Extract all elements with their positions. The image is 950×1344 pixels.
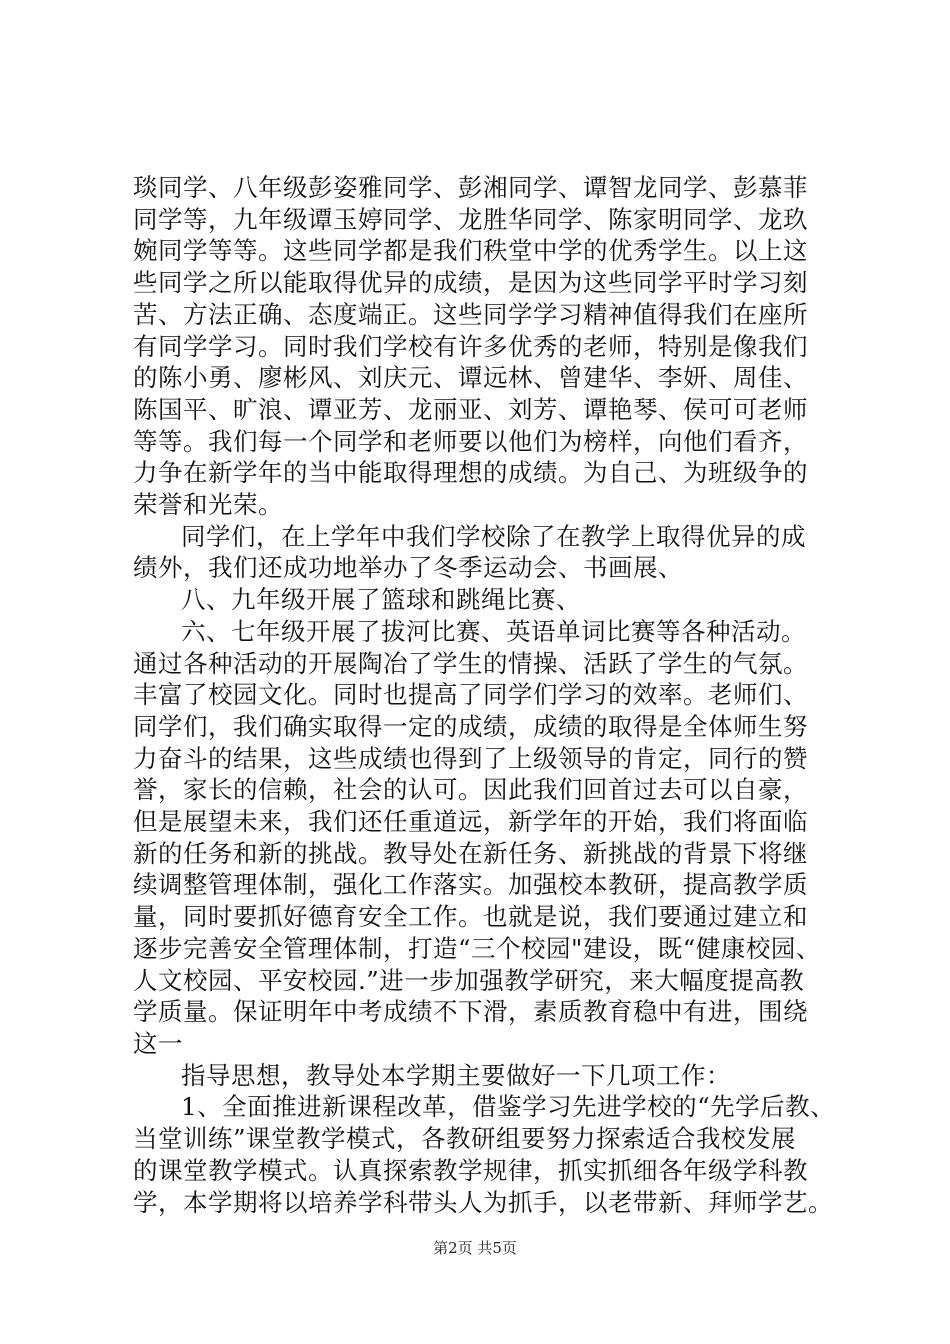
text-line: 学质量。保证明年中考成绩不下滑，素质教育稳中有进，围绕: [133, 997, 808, 1027]
text-line: 陈国平、旷浪、谭亚芳、龙丽亚、刘芳、谭艳琴、侯可可老师: [133, 394, 808, 424]
paragraph-start-line: 六、七年级开展了拔河比赛、英语单词比赛等各种活动。: [181, 616, 806, 646]
text-line: 这一: [133, 1028, 183, 1058]
text-line: 苦、方法正确、态度端正。这些同学学习精神值得我们在座所: [133, 299, 808, 329]
paragraph-start-line: 同学们，在上学年中我们学校除了在教学上取得优异的成: [181, 521, 806, 551]
paragraph-start-line: 1、全面推进新课程改革，借鉴学习先进学校的“先学后教、: [181, 1092, 836, 1122]
text-line: 同学等，九年级谭玉婷同学、龙胜华同学、陈家明同学、龙玖: [133, 204, 808, 234]
text-line: 人文校园、平安校园.”进一步加强教学研究，来大幅度提高教: [133, 965, 805, 995]
paragraph-start-line: 指导思想，教导处本学期主要做好一下几项工作：: [181, 1060, 731, 1090]
text-line: 婉同学等等。这些同学都是我们秩堂中学的优秀学生。以上这: [133, 236, 808, 266]
text-line: 量，同时要抓好德育安全工作。也就是说，我们要通过建立和: [133, 902, 808, 932]
text-line: 力奋斗的结果，这些成绩也得到了上级领导的肯定，同行的赞: [133, 743, 808, 773]
text-line: 琰同学、八年级彭姿雅同学、彭湘同学、谭智龙同学、彭慕菲: [133, 173, 808, 202]
text-line: 同学们，我们确实取得一定的成绩，成绩的取得是全体师生努: [133, 711, 808, 741]
text-line: 些同学之所以能取得优异的成绩，是因为这些同学平时学习刻: [133, 268, 808, 298]
text-line: 誉，家长的信赖，社会的认可。因此我们回首过去可以自豪，: [133, 775, 808, 805]
text-line: 力争在新学年的当中能取得理想的成绩。为自己、为班级争的: [133, 458, 808, 488]
paragraph-start-line: 八、九年级开展了篮球和跳绳比赛、: [181, 585, 581, 615]
document-body: [133, 172, 836, 1218]
text-line: 学，本学期将以培养学科带头人为抓手，以老带新、拜师学艺。: [133, 1187, 833, 1217]
text-line: 逐步完善安全管理体制，打造“三个校园"建设，既“健康校园、: [133, 933, 821, 963]
text-line: 当堂训练”课堂教学模式，各教研组要努力探索适合我校发展: [133, 1124, 797, 1154]
text-line: 荣誉和光荣。: [133, 490, 283, 520]
text-line: 等等。我们每一个同学和老师要以他们为榜样，向他们看齐，: [133, 426, 808, 456]
text-line: 新的任务和新的挑战。教导处在新任务、新挑战的背景下将继: [133, 838, 808, 868]
text-line: 有同学学习。同时我们学校有许多优秀的老师，特别是像我们: [133, 331, 808, 361]
text-line: 绩外，我们还成功地举办了冬季运动会、书画展、: [133, 553, 683, 583]
page-footer: 第2页 共5页: [433, 1239, 517, 1257]
text-line: 丰富了校园文化。同时也提高了同学们学习的效率。老师们、: [133, 680, 808, 710]
text-line: 通过各种活动的开展陶冶了学生的情操、活跃了学生的气氛。: [133, 648, 808, 678]
text-line: 但是展望未来，我们还任重道远，新学年的开始，我们将面临: [133, 807, 808, 837]
text-line: 的陈小勇、廖彬风、刘庆元、谭远林、曾建华、李妍、周佳、: [133, 363, 808, 393]
text-line: 续调整管理体制，强化工作落实。加强校本教研，提高教学质: [133, 870, 808, 900]
text-line: 的课堂教学模式。认真探索教学规律，抓实抓细各年级学科教: [133, 1155, 808, 1185]
